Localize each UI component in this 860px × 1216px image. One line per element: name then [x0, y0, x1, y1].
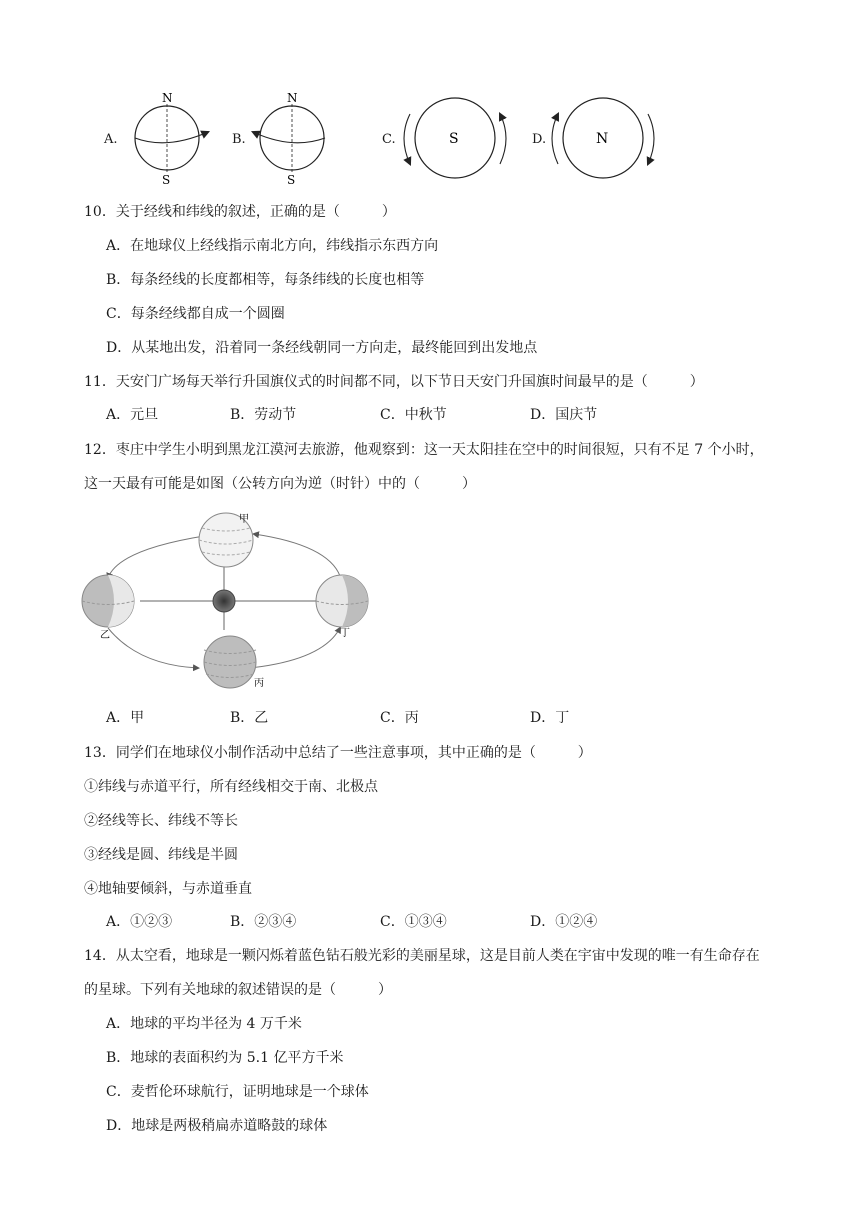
- q9-option-b-south: S: [287, 173, 296, 187]
- q12-option-b: B．乙: [230, 710, 269, 726]
- q9-option-d-pole: N: [596, 131, 609, 147]
- q14-option-c: C．麦哲伦环球航行，证明地球是一个球体: [106, 1084, 369, 1100]
- q9-option-d-letter: D.: [532, 132, 547, 147]
- q9-option-c-pole: S: [449, 131, 459, 147]
- globe-top: [199, 513, 253, 567]
- q10-option-d: D．从某地出发，沿着同一条经线朝同一方向走，最终能回到出发地点: [106, 340, 538, 356]
- q10-option-c: C．每条经线都自成一个圆圈: [106, 306, 285, 322]
- globe-left: [82, 575, 134, 641]
- q9-option-a-letter: A.: [104, 132, 118, 147]
- q13-options: [106, 912, 806, 932]
- q10-stem: 10．关于经线和纬线的叙述，正确的是（ ）: [84, 204, 396, 220]
- globe-label-left: 乙: [100, 630, 110, 641]
- q14-stem-line-1: 14．从太空看，地球是一颗闪烁着蓝色钻石般光彩的美丽星球，这是目前人类在宇宙中发现的唯一有生命存在: [84, 948, 760, 964]
- q12-option-d: D．丁: [530, 710, 570, 726]
- q13-statement-3: ③经线是圆、纬线是半圆: [84, 847, 238, 863]
- q12-stem-line-1: 12．枣庄中学生小明到黑龙江漠河去旅游，他观察到：这一天太阳挂在空中的时间很短，只有不足 7 个小时，: [84, 442, 764, 458]
- q11-options: [106, 405, 806, 425]
- q10-option-b: B．每条经线的长度都相等，每条纬线的长度也相等: [106, 272, 425, 288]
- q9-option-a-globe: [130, 90, 220, 185]
- q11-option-a: A．元旦: [106, 407, 159, 423]
- globe-label-top: 甲: [239, 514, 249, 525]
- globe-right: [316, 575, 368, 639]
- globe-bottom: [204, 636, 264, 689]
- q11-option-b: B．劳动节: [230, 407, 297, 423]
- globe-label-right: 丁: [340, 628, 350, 639]
- q9-option-a-north: N: [162, 91, 173, 105]
- q13-statement-2: ②经线等长、纬线不等长: [84, 813, 238, 829]
- q9-option-c-polar-view: [400, 94, 510, 184]
- q11-stem: 11．天安门广场每天举行升国旗仪式的时间都不同，以下节日天安门升国旗时间最早的是（ ）: [84, 374, 704, 390]
- q14-option-d: D．地球是两极稍扁赤道略鼓的球体: [106, 1118, 328, 1134]
- q12-option-c: C．丙: [380, 710, 419, 726]
- q9-option-b-globe: [255, 90, 345, 185]
- q14-option-a: A．地球的平均半径为 4 万千米: [106, 1016, 302, 1032]
- q13-statement-4: ④地轴要倾斜，与赤道垂直: [84, 881, 252, 897]
- q12-stem-line-2: 这一天最有可能是如图（公转方向为逆（时针）中的（ ）: [84, 476, 476, 492]
- q13-stem: 13．同学们在地球仪小制作活动中总结了一些注意事项，其中正确的是（ ）: [84, 745, 592, 761]
- q13-option-c: C．①③④: [380, 914, 447, 930]
- q9-option-b-north: N: [287, 91, 298, 105]
- q13-option-d: D．①②④: [530, 914, 598, 930]
- q10-option-a: A．在地球仪上经线指示南北方向，纬线指示东西方向: [106, 238, 439, 254]
- q9-option-d-polar-view: [548, 94, 658, 184]
- q13-option-a: A．①②③: [106, 914, 173, 930]
- q13-statement-1: ①纬线与赤道平行，所有经线相交于南、北极点: [84, 779, 378, 795]
- q9-option-c-letter: C.: [382, 132, 396, 147]
- q14-option-b: B．地球的表面积约为 5.1 亿平方千米: [106, 1050, 344, 1066]
- globe-label-bottom: 丙: [254, 678, 264, 689]
- q11-option-d: D．国庆节: [530, 407, 598, 423]
- q12-orbit-diagram: [78, 500, 378, 700]
- q12-options: [106, 708, 806, 728]
- q12-option-a: A．甲: [106, 710, 145, 726]
- q9-option-b-letter: B.: [232, 132, 246, 147]
- q13-option-b: B．②③④: [230, 914, 297, 930]
- q14-stem-line-2: 的星球。下列有关地球的叙述错误的是（ ）: [84, 982, 392, 998]
- q9-option-a-south: S: [162, 173, 171, 187]
- q11-option-c: C．中秋节: [380, 407, 447, 423]
